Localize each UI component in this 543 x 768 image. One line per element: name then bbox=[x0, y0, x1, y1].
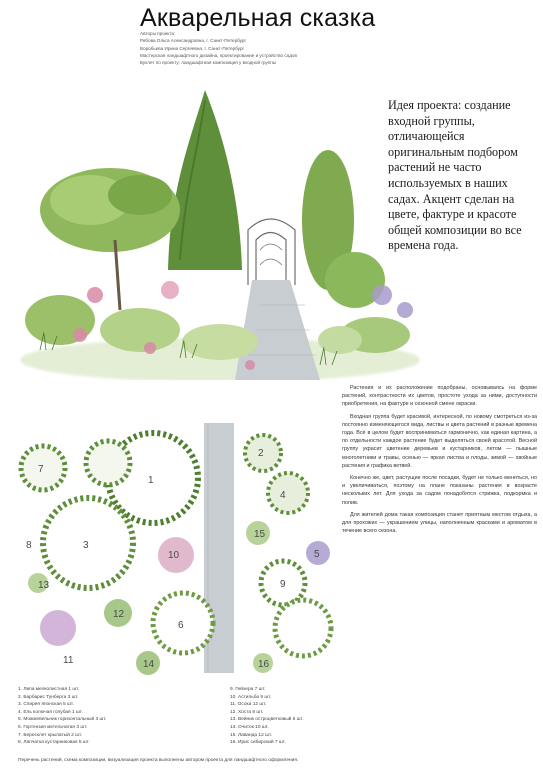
description-paragraph: Конечно же, цвет, растущие после посадки, будет не только меняться, но и увеличиваться, поэтому на плане показаны растения в возрасте нескольких лет. Для ухода за садом понадобятся стрижка, подкормка и полив. bbox=[342, 475, 537, 506]
legend-item: 14. Очиток 10 шт. bbox=[230, 724, 269, 730]
gate bbox=[248, 219, 295, 285]
legend-item: 10. Астильба 9 шт. bbox=[230, 694, 272, 700]
legend-item: 13. Вейник остроцветковый 6 шт. bbox=[230, 717, 304, 723]
legend-item: 1. Липа мелколистная 1 шт. bbox=[18, 687, 80, 692]
plan-number: 4 bbox=[280, 490, 286, 501]
authors-line: Буклет по проекту: ландшафтная композиция у входной группы bbox=[140, 60, 277, 66]
conifer bbox=[168, 90, 242, 270]
plan-number: 7 bbox=[38, 464, 44, 475]
legend-item: 6. Гортензия метельчатая 3 шт. bbox=[18, 724, 88, 730]
plan-number: 15 bbox=[254, 529, 266, 540]
plan-number: 8 bbox=[26, 540, 32, 551]
plan-number: 13 bbox=[38, 580, 50, 591]
legend-item: 4. Ель колючая голубая 1 шт. bbox=[18, 709, 83, 715]
garden-illustration bbox=[20, 80, 420, 380]
plan-number: 2 bbox=[258, 448, 264, 459]
legend-item: 15. Лаванда 12 шт. bbox=[230, 732, 272, 738]
legend-item: 12. Хоста 8 шт. bbox=[230, 709, 264, 715]
description-paragraph: Растения и их расположение подобраны, основываясь на форме растений, контрастности их цветов, простоте ухода за ними, доступности приобретения, на фактуре и сезонной смене окраски. bbox=[342, 385, 537, 408]
authors-line: Рябова Ольга Александровна, г. Санкт-Петербург bbox=[140, 38, 247, 44]
planting-plan bbox=[18, 423, 338, 683]
description-paragraph: Для жителей дома такая композиция станет приятным местом отдыха, а для прохожих — украшением улицы, наполненным красками и ароматом в течение всего сезона. bbox=[342, 511, 537, 535]
plan-number: 12 bbox=[113, 609, 125, 620]
plan-number: 11 bbox=[63, 655, 74, 666]
description-paragraph: Входная группа будет красивой, интересной, по новому смотреться из-за постоянно изменяющегося вида, листвы и цвета растений в разные времена года. Всё в целом будет восприниматься гармонично, как единая картина, а по отдельности каждое растение будет выделяться своей красотой. Весной группу украсит цветение деревьев и кустарников, летом — пышные многолетники и травы, осенью — яркая листва и плоды, зимой — хвойные растения и графика ветвей. bbox=[342, 413, 537, 469]
plan-left-bed bbox=[21, 433, 213, 675]
legend-item: 2. Барбарис Тунберга 3 шт. bbox=[18, 694, 79, 700]
authors-line: Воробьева Ирина Сергеевна, г. Санкт-Петербург bbox=[140, 45, 245, 51]
legend-left bbox=[18, 686, 106, 747]
authors-line: Авторы проекта: bbox=[140, 31, 176, 36]
plan-number: 10 bbox=[168, 550, 180, 561]
plan-number: 3 bbox=[83, 540, 89, 551]
idea-text: Идея проекта: создание входной группы, отличающейся оригинальным подбором растений не часто используемых в наших садах. Акцент сделан на цвете, фактуре и красоте общей композиции во все времена года. bbox=[388, 98, 522, 253]
legend-item: 7. Бересклет крылатый 2 шт. bbox=[18, 732, 82, 738]
plan-number: 1 bbox=[148, 475, 154, 486]
legend-item: 8. Лапчатка кустарниковая 5 шт. bbox=[18, 740, 90, 746]
plan-number: 5 bbox=[314, 549, 320, 560]
legend-right bbox=[230, 686, 304, 747]
authors-line: Мастерская ландшафтного дизайна, проектирование и устройство садов bbox=[140, 52, 297, 58]
plan-number: 9 bbox=[280, 579, 286, 590]
footer-note: Перечень растений, схема композиции, визуализация проекта выполнены автором проекта для ландшафтного оформления. bbox=[18, 758, 299, 763]
plan-number: 16 bbox=[258, 659, 270, 670]
plan-number: 6 bbox=[178, 620, 184, 631]
plan-number: 14 bbox=[143, 659, 155, 670]
legend-item: 9. Гейхера 7 шт. bbox=[230, 687, 266, 692]
description bbox=[342, 384, 537, 535]
authors-block bbox=[140, 30, 390, 66]
legend-item: 11. Осока 12 шт. bbox=[230, 702, 267, 708]
legend-item: 16. Ирис сибирский 7 шт. bbox=[230, 740, 286, 746]
legend-item: 5. Можжевельник горизонтальный 3 шт. bbox=[18, 717, 107, 723]
legend-item: 3. Спирея японская 5 шт. bbox=[18, 702, 74, 708]
page-title: Акварельная сказка bbox=[140, 4, 376, 32]
